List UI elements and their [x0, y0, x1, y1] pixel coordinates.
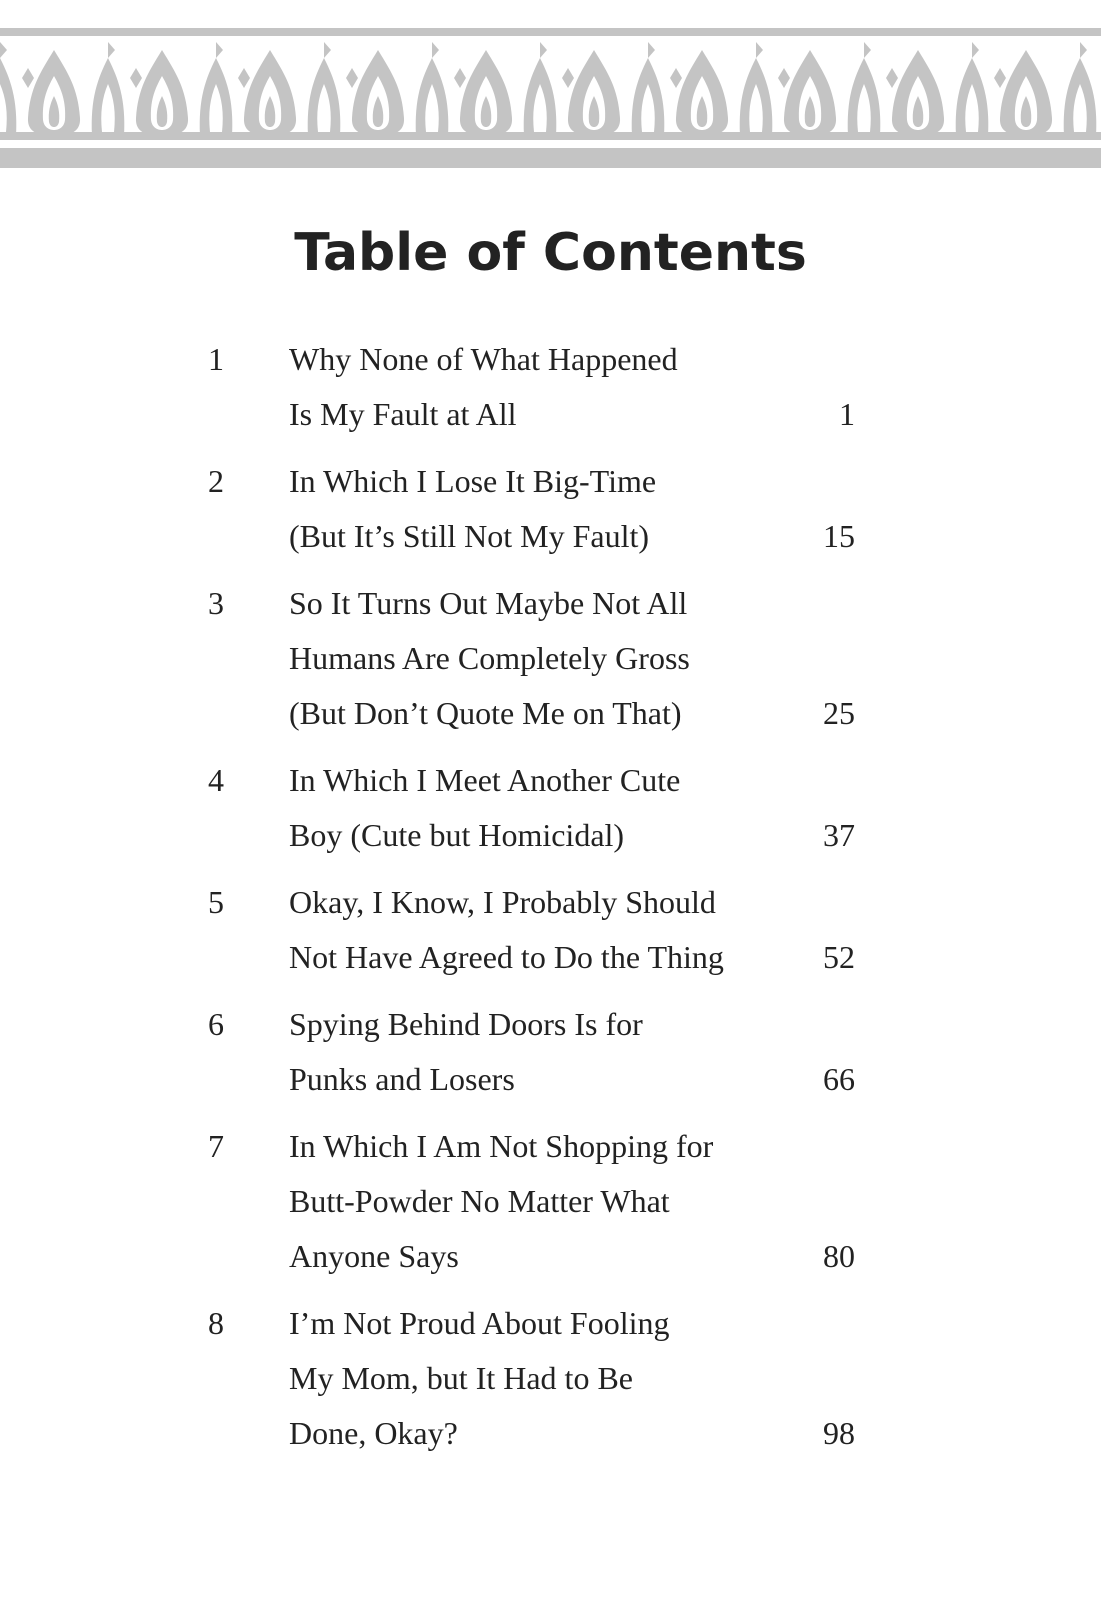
chapter-number: 2: [208, 463, 224, 499]
chapter-title: [289, 875, 789, 985]
chapter-number: 5: [208, 884, 224, 920]
chapter-title: [289, 576, 789, 741]
page-number: 80: [823, 1238, 855, 1274]
chapter-title-line: Why None of What Happened: [289, 341, 678, 377]
chapter-title-line: My Mom, but It Had to Be: [289, 1360, 633, 1396]
page-number: 66: [823, 1061, 855, 1097]
chapter-title-line: (But It’s Still Not My Fault): [289, 518, 650, 554]
page-number: 15: [823, 518, 855, 554]
chapter-title-line: So It Turns Out Maybe Not All: [289, 585, 688, 621]
chapter-title-line: Is My Fault at All: [289, 396, 517, 432]
chapter-title: [289, 1296, 789, 1461]
page-number: 1: [839, 396, 855, 432]
chapter-number: 1: [208, 341, 224, 377]
chapter-number: 3: [208, 585, 224, 621]
chapter-title-line: Boy (Cute but Homicidal): [289, 817, 625, 853]
chapter-title-line: Anyone Says: [289, 1238, 459, 1274]
chapter-title-line: Okay, I Know, I Probably Should: [289, 884, 716, 920]
chapter-title-line: Not Have Agreed to Do the Thing: [289, 939, 724, 975]
page-number: 37: [823, 817, 855, 853]
chapter-title-line: Done, Okay?: [289, 1415, 458, 1451]
chapter-title: [289, 1119, 789, 1284]
chapter-title-line: I’m Not Proud About Fooling: [289, 1305, 670, 1341]
chapter-title-line: In Which I Am Not Shopping for: [289, 1128, 714, 1164]
chapter-number: 6: [208, 1006, 224, 1042]
page-title: Table of Contents: [294, 223, 807, 283]
chapter-title: [289, 332, 789, 442]
chapter-title-line: In Which I Meet Another Cute: [289, 762, 681, 798]
chapter-title-line: In Which I Lose It Big-Time: [289, 463, 657, 499]
chapter-title-line: Humans Are Completely Gross: [289, 640, 690, 676]
chapter-title: [289, 753, 789, 863]
page-number: 98: [823, 1415, 855, 1451]
chapter-title-line: (But Don’t Quote Me on That): [289, 695, 682, 731]
chapter-number: 7: [208, 1128, 224, 1164]
chapter-title-line: Punks and Losers: [289, 1061, 515, 1097]
chapter-title: [289, 454, 789, 564]
chapter-number: 4: [208, 762, 224, 798]
page-number: 25: [823, 695, 855, 731]
chapter-title-line: Butt-Powder No Matter What: [289, 1183, 670, 1219]
decorative-border: [0, 28, 1101, 173]
page-number: 52: [823, 939, 855, 975]
chapter-number: 8: [208, 1305, 224, 1341]
chapter-title: [289, 997, 789, 1107]
chapter-title-line: Spying Behind Doors Is for: [289, 1006, 643, 1042]
